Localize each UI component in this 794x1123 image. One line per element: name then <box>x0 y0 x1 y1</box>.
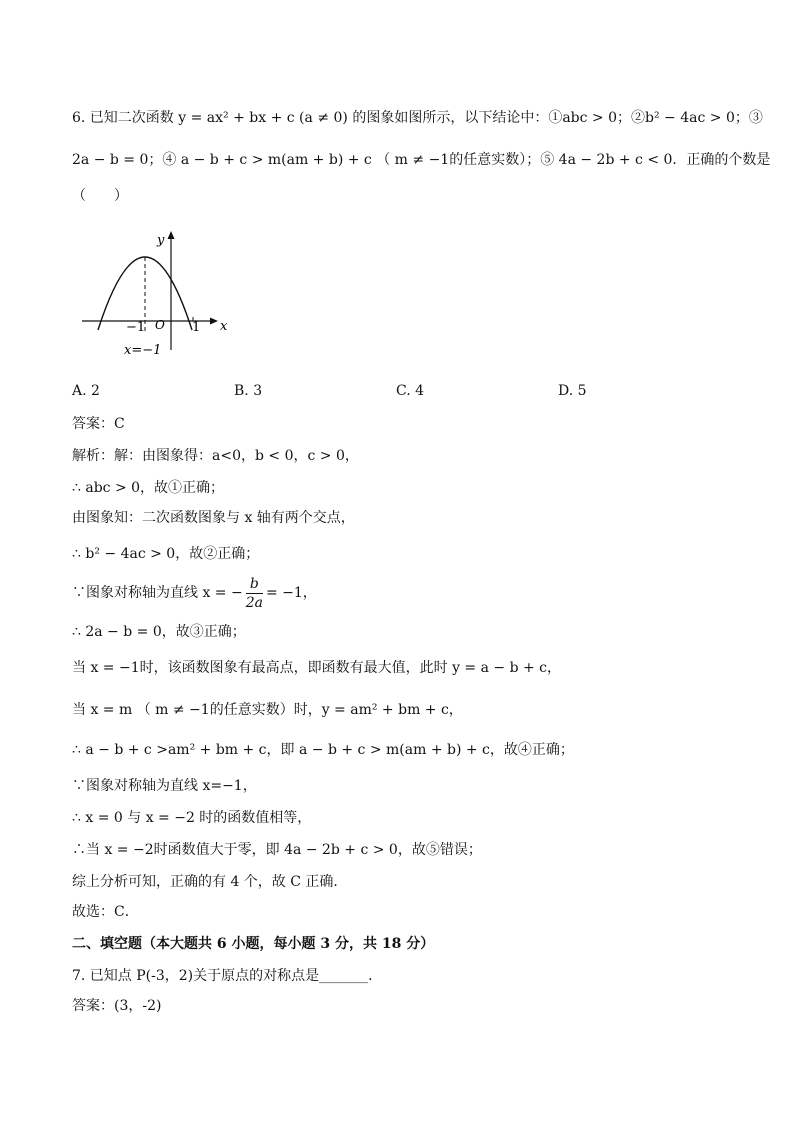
parabola-graph <box>78 226 238 361</box>
option-d: D. 5 <box>558 383 587 399</box>
solution-line-7: 当 x = −1时，该函数图象有最高点，即函数有最大值，此时 y = a − b + c， <box>72 660 562 676</box>
solution-line-1: 解析：解：由图象得：a<0，b < 0，c > 0， <box>72 448 359 464</box>
solution-line-5-post: = −1， <box>265 585 317 601</box>
question-6-line-2: 2a − b = 0；④ a − b + c > m(am + b) + c （ m ≠ −1的任意实数）；⑤ 4a − 2b + c < 0．正确的个数是 <box>72 152 771 168</box>
y-axis-arrow <box>168 231 175 239</box>
question-7: 7. 已知点 P(-3，2)关于原点的对称点是_______． <box>72 968 383 984</box>
solution-line-5 <box>72 574 317 612</box>
origin-label: O <box>155 318 165 332</box>
solution-line-14: 故选：C． <box>72 904 139 920</box>
fraction-denominator: 2a <box>245 594 263 611</box>
solution-line-2: ∴ abc > 0，故①正确； <box>72 480 225 496</box>
tick-neg1-label: −1 <box>126 320 146 335</box>
solution-line-8: 当 x = m （ m ≠ −1的任意实数）时，y = am² + bm + c， <box>72 702 463 718</box>
question-6-line-1: 6. 已知二次函数 y = ax² + bx + c (a ≠ 0) 的图象如图所示，以下结论中：①abc > 0；②b² − 4ac > 0；③ <box>72 110 763 126</box>
section-2-title: 二、填空题（本大题共 6 小题，每小题 3 分，共 18 分） <box>72 936 435 952</box>
option-c: C. 4 <box>396 383 425 399</box>
fraction-b-over-2a <box>246 575 263 612</box>
solution-line-11: ∴ x = 0 与 x = −2 时的函数值相等， <box>72 810 312 826</box>
solution-line-4: ∴ b² − 4ac > 0，故②正确； <box>72 546 260 562</box>
answer-7: 答案：(3，-2) <box>72 998 162 1014</box>
fraction-numerator: b <box>246 575 263 594</box>
answer-6: 答案：C <box>72 416 125 432</box>
solution-line-9: ∴ a − b + c >am² + bm + c，即 a − b + c > m(am + b) + c，故④正确； <box>72 742 574 758</box>
symmetry-axis-label: x=−1 <box>124 343 162 358</box>
solution-line-10: ∵图象对称轴为直线 x=−1， <box>72 778 257 794</box>
solution-line-5-pre: ∵图象对称轴为直线 x = − <box>72 585 243 601</box>
solution-line-3: 由图象知：二次函数图象与 x 轴有两个交点， <box>72 510 355 526</box>
solution-line-13: 综上分析可知，正确的有 4 个，故 C 正确． <box>72 874 348 890</box>
x-axis-arrow <box>210 318 218 325</box>
y-axis-label: y <box>157 233 165 248</box>
solution-line-6: ∴ 2a − b = 0，故③正确； <box>72 624 246 640</box>
option-a: A. 2 <box>72 383 100 399</box>
question-6-line-3: （ ） <box>72 188 128 204</box>
tick-1-label: 1 <box>192 320 201 335</box>
option-b: B. 3 <box>234 383 263 399</box>
solution-line-12: ∴当 x = −2时函数值大于零，即 4a − 2b + c > 0，故⑤错误； <box>72 842 482 858</box>
x-axis-label: x <box>220 319 228 334</box>
